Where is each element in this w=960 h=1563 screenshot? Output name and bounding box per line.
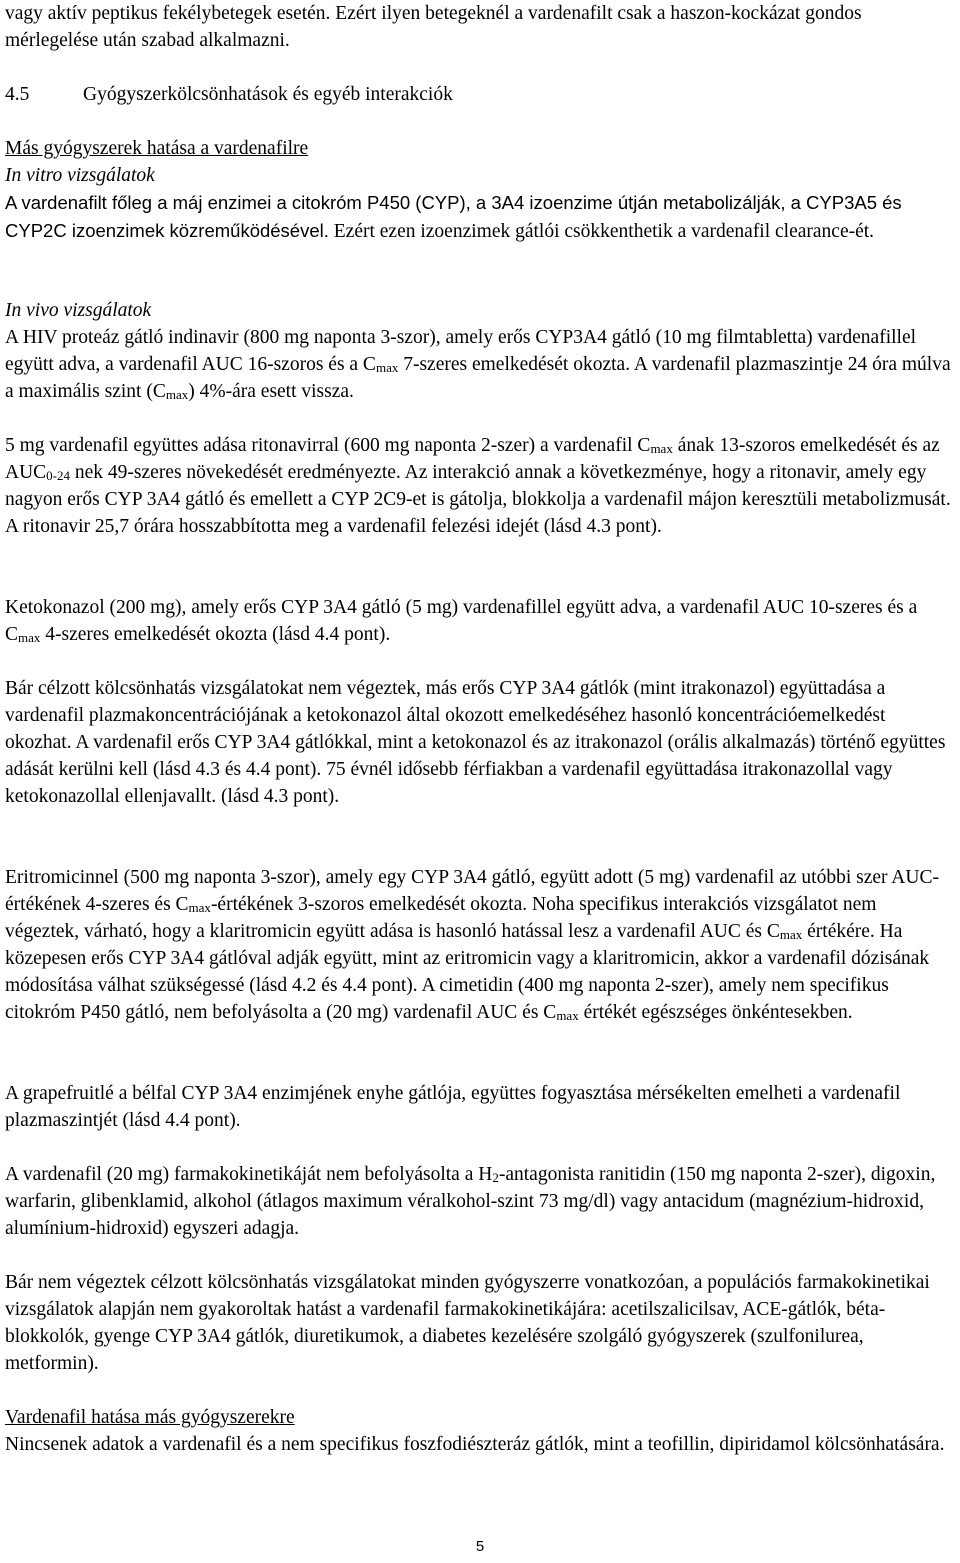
erythromycin-text-3: értékére. Ha közepesen erős CYP 3A4 gátlóval adják együtt, mint az eritromicin vagy a klaritromicin, akkor a vardenafil dózisának módosítása válhat szükségessé (lásd 4.2 és 4.4 pont). A cimetidin (400 mg naponta 2-szer), amely nem specifikus citokróm P450 gátló, nem befolyásolta a (20 mg) vardenafil AUC és C [5,921,930,1023]
erythromycin-text-1: Eritromicinnel (500 mg naponta 3-szor), amely egy CYP 3A4 gátló, együtt adott (5 mg) vardenafil az utóbbi szer AUC-értékének 4-szeres és C [5,867,939,915]
h2-text-1: A vardenafil (20 mg) farmakokinetikáját nem befolyásolta a H [5,1164,493,1185]
ketoconazole-text-2: 4-szeres emelkedését okozta (lásd 4.4 pont). [40,624,391,645]
indinavir-text-3: ) 4%-ára esett vissza. [188,381,354,402]
erythromycin-text-2: -értékének 3-szoros emelkedését okozta. Noha specifikus interakciós vizsgálatot nem végeztek, várható, hogy a klaritromicin együtt adása is hasonló hatással lesz a vardenafil AUC és C [5,894,877,942]
indinavir-paragraph [5,324,955,405]
ketoconazole-text-1: Ketokonazol (200 mg), amely erős CYP 3A4 gátló (5 mg) vardenafillel együtt adva, a vardenafil AUC 10-szeres és a C [5,597,918,645]
intro-paragraph: vagy aktív peptikus fekélybetegek esetén. Ezért ilyen betegeknél a vardenafilt csak a haszon-kockázat gondos mérlegelése után szabad alkalmazni. [5,3,862,51]
erythromycin-paragraph [5,864,955,1026]
subheading-other-drugs: Más gyógyszerek hatása a vardenafilre [5,138,309,159]
in-vitro-label: In vitro vizsgálatok [5,165,155,186]
ritonavir-text-2: ának 13-szoros emelkedését és az AUC [5,435,940,483]
h2-text-2: -antagonista ranitidin (150 mg naponta 2-szer), digoxin, warfarin, glibenklamid, alkohol (átlagos maximum véralkohol-szint 73 mg/dl) vagy antacidum (magnézium-hidroxid, alumínium-hidroxid) egyszeri adagja. [5,1164,936,1239]
ritonavir-paragraph [5,432,955,540]
cmax-subscript: max [375,360,399,375]
section-title: Gyógyszerkölcsönhatások és egyéb interakciók [83,84,453,105]
cmax-subscript: max [779,927,803,942]
theophylline-paragraph: Nincsenek adatok a vardenafil és a nem specifikus foszfodiészteráz gátlók, mint a teofillin, dipiridamol kölcsönhatására. [5,1434,945,1455]
cmax-subscript: max [650,441,673,456]
ketoconazole-paragraph [5,594,955,648]
auc-subscript: 0-24 [46,468,71,483]
page-number: 5 [475,1538,485,1555]
in-vitro-text-b: Ezért ezen izoenzimek gátlói csökkenthetik a vardenafil clearance-ét. [328,221,875,242]
section-number: 4.5 [5,84,30,105]
cmax-subscript: max [188,900,211,915]
indinavir-text-2: 7-szeres emelkedését okozta. A vardenafil plazmaszintje 24 óra múlva a maximális szint (C [5,354,951,402]
cmax-subscript: max [18,630,41,645]
in-vitro-text-a: A vardenafilt főleg a máj enzimei a citokróm P450 (CYP), a 3A4 izoenzime útján metabolizálják, a CYP3A5 és CYP2C izoenzimek közreműködésével. [5,192,902,241]
subheading-effect-on-others: Vardenafil hatása más gyógyszerekre [5,1407,295,1428]
cmax-subscript: max [165,387,189,402]
section-heading [5,81,955,108]
grapefruit-paragraph: A grapefruitlé a bélfal CYP 3A4 enzimjének enyhe gátlója, együttes fogyasztása mérsékelten emelheti a vardenafil plazmaszintjét (lásd 4.4 pont). [5,1083,901,1131]
in-vitro-paragraph [5,189,955,245]
h2-antagonist-paragraph [5,1161,955,1242]
in-vivo-label: In vivo vizsgálatok [5,300,152,321]
population-pk-paragraph: Bár nem végeztek célzott kölcsönhatás vizsgálatokat minden gyógyszerre vonatkozóan, a populációs farmakokinetikai vizsgálatok alapján nem gyakoroltak hatást a vardenafil farmakokinetikájára: acetilszalicilsav, ACE-gátlók, béta-blokkolók, gyenge CYP 3A4 gátlók, diuretikumok, a diabetes kezelésére szolgáló gyógyszerek (szulfonilurea, metformin). [5,1272,930,1374]
itraconazole-paragraph: Bár célzott kölcsönhatás vizsgálatokat nem végeztek, más erős CYP 3A4 gátlók (mint itrakonazol) együttadása a vardenafil plazmakoncentrációjának a ketokonazol által okozott emelkedéséhez hasonló koncentrációemelkedést okozhat. A vardenafil erős CYP 3A4 gátlókkal, mint a ketokonazol és az itrakonazol (orális alkalmazás) történő együttes adását kerülni kell (lásd 4.3 és 4.4 pont). 75 évnél idősebb férfiakban a vardenafil együttadása itrakonazollal vagy ketokonazollal ellenjavallt. (lásd 4.3 pont). [5,678,946,807]
ritonavir-text-3: nek 49-szeres növekedését eredményezte. Az interakció annak a következménye, hogy a ritonavir, amely egy nagyon erős CYP 3A4 gátló és emellett a CYP 2C9-et is gátolja, blokkolja a vardenafil májon keresztüli metabolizmusát. A ritonavir 25,7 órára hosszabbította meg a vardenafil felezési idejét (lásd 4.3 pont). [5,462,951,537]
ritonavir-text-1: 5 mg vardenafil együttes adása ritonavirral (600 mg naponta 2-szer) a vardenafil C [5,435,651,456]
h2-subscript: 2 [492,1170,499,1185]
indinavir-text-1: A HIV proteáz gátló indinavir (800 mg naponta 3-szor), amely erős CYP3A4 gátló (10 mg filmtabletta) vardenafillel együtt adva, a vardenafil AUC 16-szoros és a C [5,327,917,375]
cmax-subscript: max [556,1008,579,1023]
erythromycin-text-4: értékét egészséges önkéntesekben. [578,1002,853,1023]
